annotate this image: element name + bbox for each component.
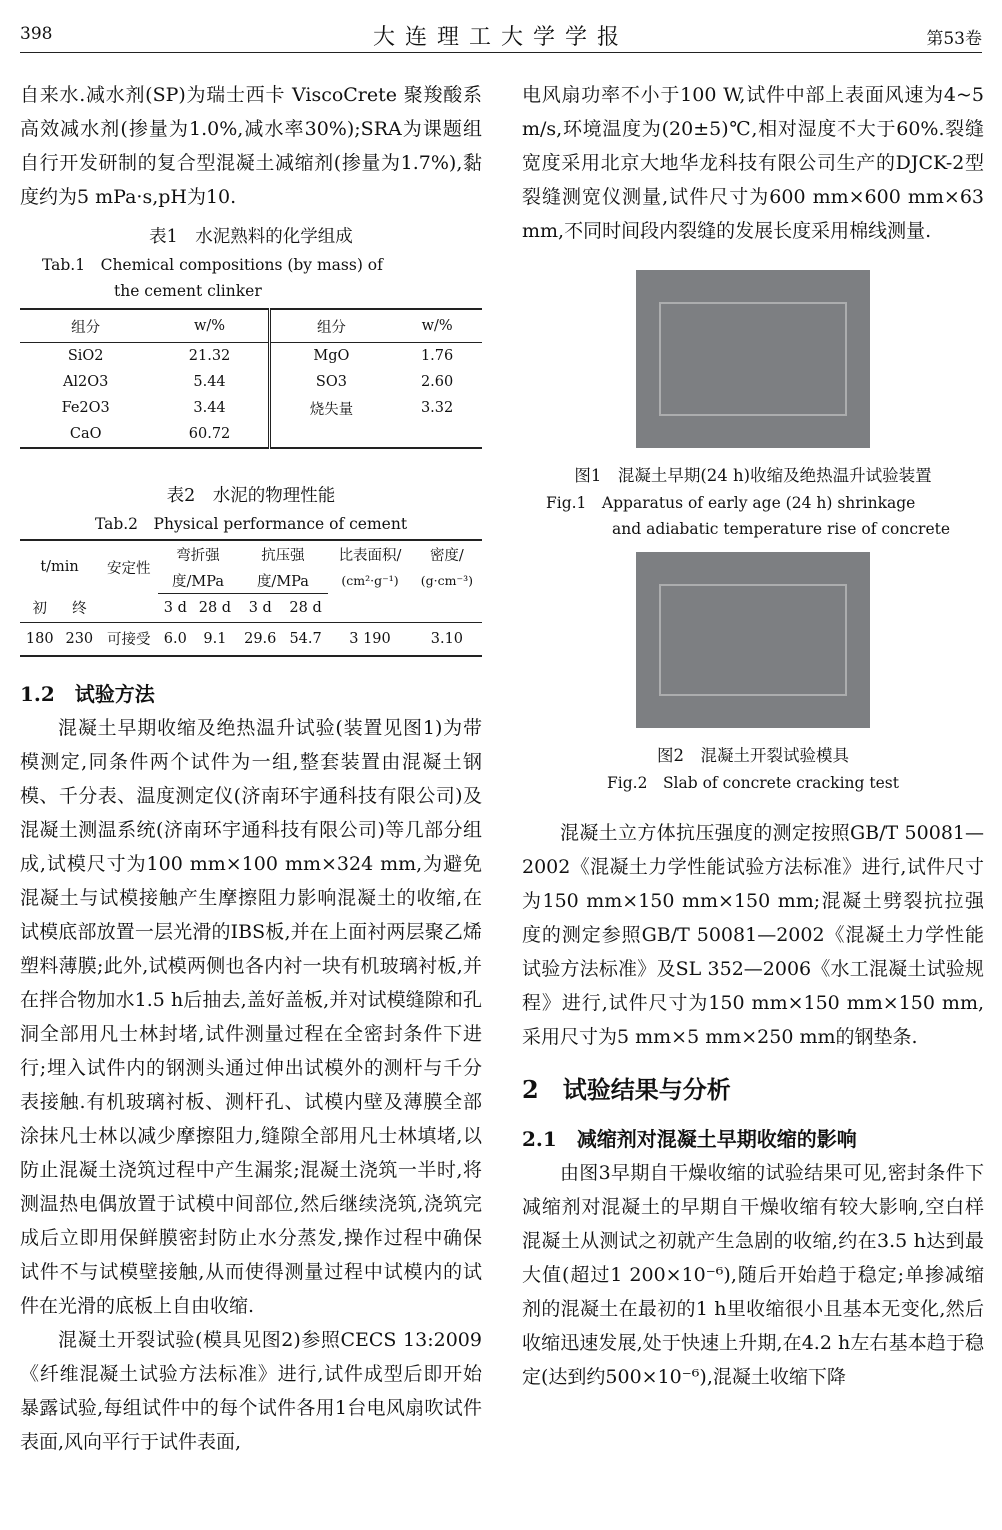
page-number: 398 [20, 24, 53, 44]
paragraph-results: 由图3早期自干燥收缩的试验结果可见,密封条件下减缩剂对混凝土的早期自干燥收缩有较大影响,空白样混凝土从测试之初就产生急剧的收缩,约在3.5 h达到最大值(超过1 200×10⁻⁶),随后开始趋于稳定;单掺减缩剂的混凝土在最初的1 h里收缩很小且基本无变化,然后收缩迅速发展,处于快速上升期,在4.2 h左右基本趋于稳定(达到约500×10⁻⁶),混凝土收缩下降 [522, 1162, 984, 1388]
table-cell: 1.76 [420, 348, 454, 364]
table-row [20, 421, 482, 448]
table-cell: 3 190 [349, 630, 391, 647]
table-header-cell: 抗压强 [261, 547, 305, 564]
table-header-cell: w/% [151, 309, 269, 343]
table-cell: 230 [65, 630, 94, 647]
table-cell: 6.0 [163, 630, 187, 647]
paragraph-continued: 电风扇功率不小于100 W,试件中部上表面风速为4~5 m/s,环境温度为(20±5)℃,相对湿度不大于60%.裂缝宽度采用北京大地华龙科技有限公司生产的DJCK-2型裂缝测宽仪测量,试件尺寸为600 mm×600 mm×63 mm,不同时间段内裂缝的发展长度采用棉线测量. [522, 84, 984, 242]
table-cell: 终 [60, 594, 100, 623]
left-column [20, 78, 482, 1459]
table-header-cell: 组分 [269, 309, 392, 343]
table-cell: Al2O3 [62, 374, 109, 390]
table-header-cell: 度/MPa [238, 567, 329, 594]
table-header-cell: 弯折强 [176, 547, 220, 564]
figure-2-photo [636, 552, 870, 728]
table-cell: 54.7 [289, 630, 322, 647]
table-cell: 3 d [238, 594, 283, 623]
table1-caption-en-line1: Tab.1 Chemical compositions (by mass) of [42, 256, 383, 274]
right-column [522, 78, 984, 1394]
table-cell: 3.10 [430, 630, 464, 647]
table-header-row [20, 309, 482, 343]
table-header-cell: (g·cm⁻³) [420, 572, 473, 588]
figure-1-caption-cn: 图1 混凝土早期(24 h)收缩及绝热温升试验装置 [574, 466, 932, 485]
section-heading-2-1: 2.1 减缩剂对混凝土早期收缩的影响 [522, 1127, 857, 1151]
table-header-cell: t/min [40, 559, 79, 576]
table-cell: 3 d [158, 594, 192, 623]
table1 [20, 308, 482, 449]
figure-2-caption-en: Fig.2 Slab of concrete cracking test [607, 774, 899, 792]
section-heading-1-2: 1.2 试验方法 [20, 681, 155, 706]
table-header-cell: 组分 [20, 309, 151, 343]
figure-1-photo [636, 270, 870, 448]
table-cell: 9.1 [203, 630, 227, 647]
table-header-cell: (cm²·g⁻¹) [341, 572, 399, 588]
figure-1-caption-en-line2: and adiabatic temperature rise of concrete [612, 520, 951, 538]
paragraph-intro: 自来水.减水剂(SP)为瑞士西卡 ViscoCrete 聚羧酸系高效减水剂(掺量为1.0%,减水率30%);SRA为课题组自行开发研制的复合型混凝土减缩剂(掺量为1.7%),黏度约为5 mPa·s,pH为10. [20, 84, 482, 208]
table-cell: SiO2 [67, 348, 104, 364]
section-heading-2: 2 试验结果与分析 [522, 1075, 731, 1104]
table-cell: 2.60 [420, 374, 454, 390]
table-cell: Fe2O3 [61, 400, 110, 416]
table-cell: 初 [20, 594, 60, 623]
table-cell [392, 421, 482, 448]
table-header-cell: 比表面积/ [338, 547, 402, 564]
table2-caption-en: Tab.2 Physical performance of cement [94, 515, 408, 533]
table-row [20, 343, 482, 370]
paragraph-cracking: 混凝土开裂试验(模具见图2)参照CECS 13:2009《纤维混凝土试验方法标准》进行,试件成型后即开始暴露试验,每组试件中的每个试件各用1台电风扇吹试件表面,风向平行于试件表面, [20, 1328, 482, 1453]
table-cell: 可接受 [106, 632, 151, 648]
journal-title: 大连理工大学学报 [372, 25, 629, 50]
table-cell: 21.32 [151, 343, 269, 370]
table-header-cell: 安定性 [106, 560, 151, 577]
table-cell: 28 d [192, 594, 237, 623]
table-cell: 60.72 [151, 421, 269, 448]
table-header-cell: w/% [392, 309, 482, 343]
table-cell: 烧失量 [309, 401, 354, 418]
table-cell [269, 421, 392, 448]
table-cell: 28 d [283, 594, 328, 623]
page-header [20, 18, 982, 53]
table-cell: 3.44 [151, 395, 269, 421]
table-row [20, 622, 482, 656]
table-header-cell: 度/MPa [158, 567, 237, 594]
table-header-row [20, 540, 482, 567]
table2 [20, 539, 482, 657]
table1-caption-en [20, 252, 482, 304]
table2-caption-cn: 表2 水泥的物理性能 [166, 486, 336, 506]
table-cell: 3.32 [420, 400, 454, 416]
table1-caption-cn: 表1 水泥熟料的化学组成 [149, 227, 353, 247]
paragraph-strength: 混凝土立方体抗压强度的测定按照GB/T 50081—2002《混凝土力学性能试验方法标准》进行,试件尺寸为150 mm×150 mm×150 mm;混凝土劈裂抗拉强度的测定参照GB/T 50081—2002《混凝土力学性能试验方法标准》及SL 352—2006《水工混凝土试验规程》进行,试件尺寸为150 mm×150 mm×150 mm,采用尺寸为5 mm×5 mm×250 mm的钢垫条. [522, 822, 984, 1048]
table-cell: 180 [25, 630, 54, 647]
table-cell: CaO [69, 426, 102, 442]
figure-1-caption-en-line1: Fig.1 Apparatus of early age (24 h) shrinkage [546, 494, 916, 512]
figure-1-caption-en [522, 490, 984, 542]
table-row [20, 369, 482, 395]
table-subheader-row [20, 594, 482, 623]
figure-2-caption-cn: 图2 混凝土开裂试验模具 [657, 746, 849, 765]
paragraph-method: 混凝土早期收缩及绝热温升试验(装置见图1)为带模测定,同条件两个试件为一组,整套装置由混凝土钢模、千分表、温度测定仪(济南环宇通科技有限公司)及混凝土测温系统(济南环宇通科技有限公司)等几部分组成,试模尺寸为100 mm×100 mm×324 mm,为避免混凝土与试模接触产生摩擦阻力影响混凝土的收缩,在试模底部放置一层光滑的IBS板,并在上面衬两层聚乙烯塑料薄膜;此外,试模两侧也各内衬一块有机玻璃衬板,并在拌合物加水1.5 h后抽去,盖好盖板,并对试模缝隙和孔洞全部用凡士林封堵,试件测量过程在全密封条件下进行;埋入试件内的钢测头通过伸出试模外的测杆与千分表接触.有机玻璃衬板、测杆孔、试模内壁及薄膜全部涂抹凡士林以减少摩擦阻力,缝隙全部用凡士林填堵,以防止混凝土浇筑过程中产生漏浆;混凝土浇筑一半时,将测温热电偶放置于试模中间部位,然后继续浇筑,浇筑完成后立即用保鲜膜密封防止水分蒸发,操作过程中确保试件不与试模壁接触,从而使得测量过程中试模内的试件在光滑的底板上自由收缩. [20, 716, 482, 1317]
table-row [20, 395, 482, 421]
table-header-cell: 密度/ [429, 547, 464, 564]
table1-caption-en-line2: the cement clinker [114, 282, 262, 300]
table-cell: 29.6 [244, 630, 277, 647]
table-cell: SO3 [315, 374, 347, 390]
table-cell: 5.44 [151, 369, 269, 395]
table-cell: MgO [313, 348, 350, 364]
volume-label: 第53卷 [926, 29, 982, 49]
